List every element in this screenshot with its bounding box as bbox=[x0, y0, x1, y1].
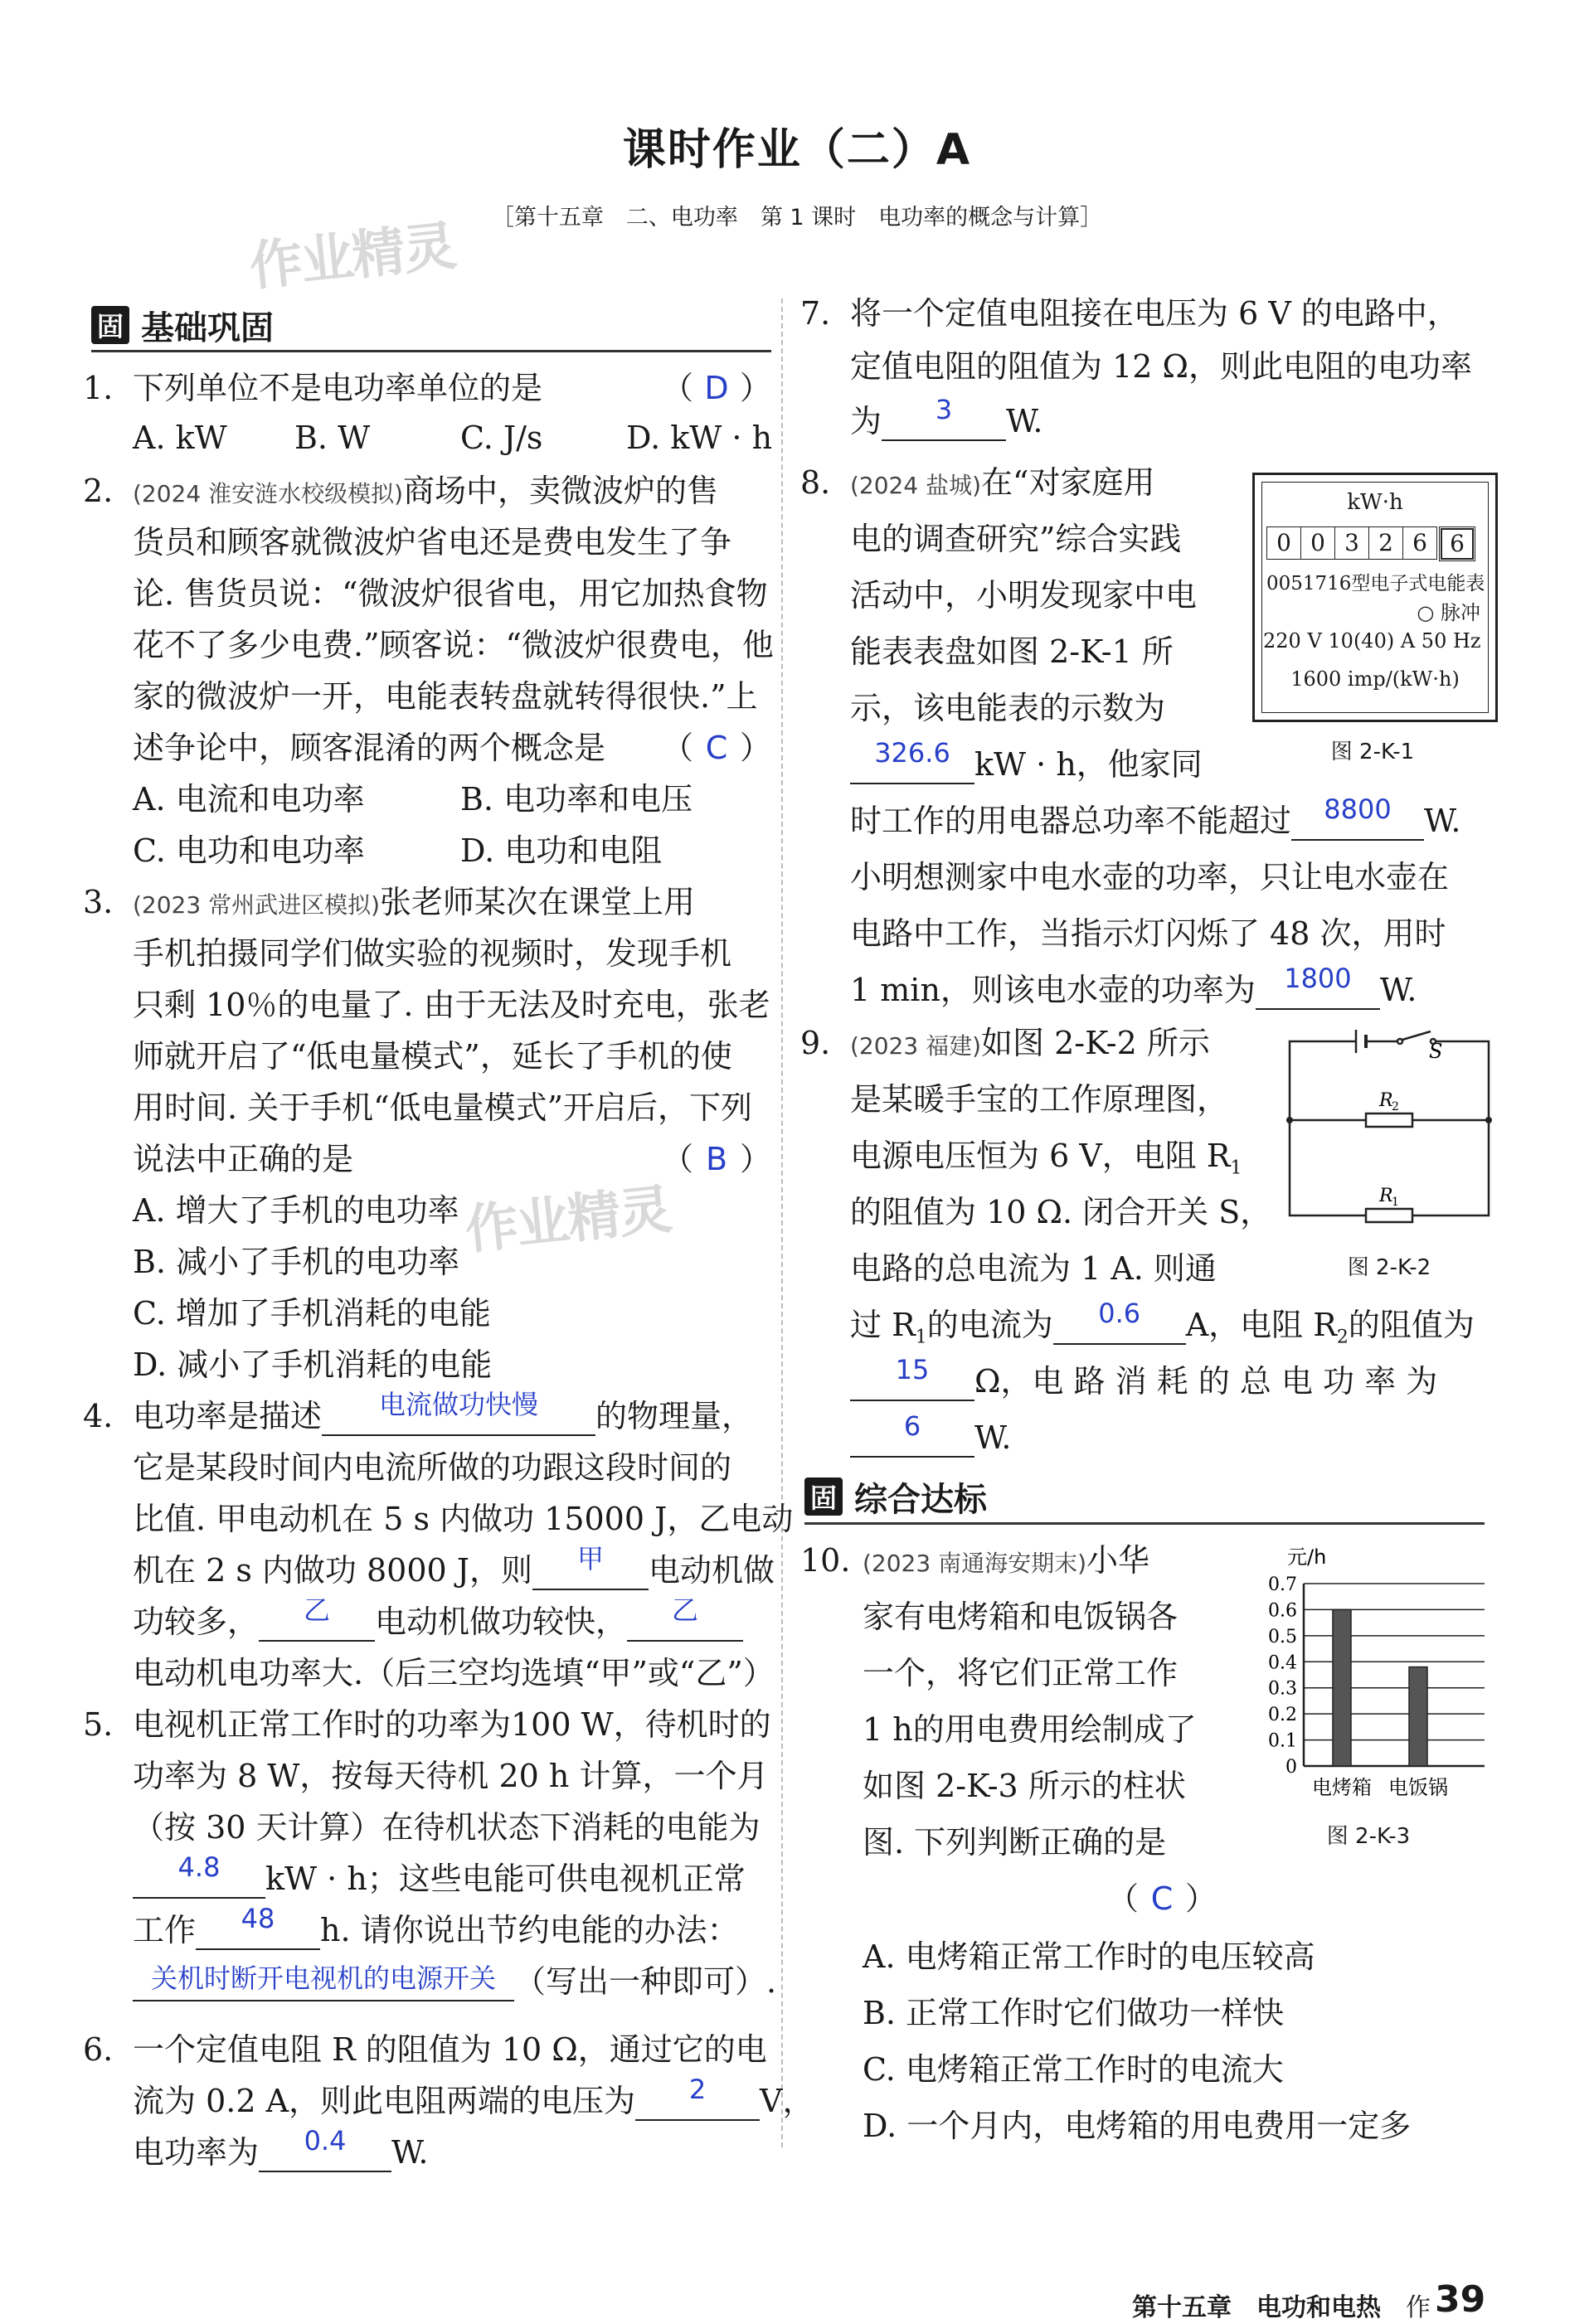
section-label: 基础巩固 bbox=[141, 308, 274, 347]
question-line: 图. 下列判断正确的是 bbox=[863, 1824, 1167, 1861]
question-line: 电功率是描述 电流做功快慢 的物理量， bbox=[133, 1398, 753, 1436]
fill-blank bbox=[259, 1594, 375, 1642]
answer: 15 bbox=[895, 1354, 930, 1385]
section-comprehensive bbox=[804, 1472, 987, 1521]
figure-caption: 图 2-K-2 bbox=[1347, 1255, 1431, 1280]
answer: 48 bbox=[241, 1903, 275, 1934]
question-line: 4.8 kW · h；这些电能可供电视机正常 bbox=[133, 1861, 746, 1899]
footer-label: 作 bbox=[1406, 2293, 1431, 2322]
question-line: 为 3 W. bbox=[850, 403, 1043, 441]
chart-category-label: 电烤箱 bbox=[1312, 1776, 1372, 1799]
question-number: 10. bbox=[800, 1542, 851, 1579]
question-line: 流为 0.2 A，则此电阻两端的电压为 2 V， bbox=[133, 2083, 814, 2121]
meter-digit: 6 bbox=[1403, 526, 1437, 560]
answer: 乙 bbox=[304, 1594, 331, 1626]
question-line: 电路的总电流为 1 A. 则通 bbox=[850, 1250, 1217, 1287]
option-b: B. 减小了手机的电功率 bbox=[133, 1244, 460, 1280]
answer: 关机时断开电视机的电源开关 bbox=[150, 1963, 496, 1994]
option-c: C. 增加了手机消耗的电能 bbox=[133, 1295, 491, 1332]
answer: B bbox=[705, 1141, 728, 1177]
option-c: C. 电功和电功率 bbox=[133, 832, 365, 869]
page-title: 课时作业（二）A bbox=[622, 125, 972, 175]
meter-digit: 0 bbox=[1301, 526, 1335, 560]
answer: 2 bbox=[688, 2074, 707, 2105]
fill-blank bbox=[635, 2074, 760, 2121]
fill-blank bbox=[259, 2125, 391, 2172]
answer: 甲 bbox=[577, 1543, 605, 1574]
question-line: 小明想测家中电水壶的功率，只让电水壶在 bbox=[850, 859, 1450, 895]
chart-category-label: 电饭锅 bbox=[1388, 1776, 1448, 1799]
page-number: 39 bbox=[1435, 2278, 1486, 2321]
section-badge: 固 bbox=[804, 1477, 843, 1516]
question-line: (2023 福建)如图 2-K-2 所示 bbox=[850, 1025, 1210, 1061]
question-line: 功率为 8 W，按每天待机 20 h 计算，一个月 bbox=[133, 1758, 769, 1794]
section-rule bbox=[804, 1522, 1485, 1525]
question-line: 用时间. 关于手机“低电量模式”开启后，下列 bbox=[133, 1089, 753, 1126]
circuit-diagram bbox=[1281, 1025, 1497, 1232]
option-a: A. 增大了手机的电功率 bbox=[133, 1192, 459, 1229]
fill-blank bbox=[850, 1354, 974, 1401]
question-line: (2023 南通海安期末)小华 bbox=[863, 1542, 1150, 1579]
watermark: 作业精灵 bbox=[462, 1179, 673, 1262]
question-line: 电动机电功率大.（后三空均选填“甲”或“乙”） bbox=[133, 1655, 775, 1691]
chart-y-tick: 0.6 bbox=[1268, 1600, 1297, 1622]
question-line: 1 h的用电费用绘制成了 bbox=[863, 1711, 1197, 1748]
switch-label: S bbox=[1429, 1040, 1443, 1063]
answer: 电流做功快慢 bbox=[379, 1389, 539, 1420]
question-number: 2. bbox=[83, 473, 114, 509]
answer-paren: （ C ） bbox=[1107, 1880, 1217, 1917]
option-a: A. 电烤箱正常工作时的电压较高 bbox=[863, 1938, 1315, 1975]
option-d: D. 电功和电阻 bbox=[460, 832, 663, 869]
question-source: (2024 淮安涟水校级模拟) bbox=[133, 480, 404, 507]
question-line: 电路中工作，当指示灯闪烁了 48 次，用时 bbox=[850, 915, 1446, 952]
question-line: 关机时断开电视机的电源开关 （写出一种即可）. bbox=[133, 1963, 776, 2001]
fill-blank bbox=[532, 1543, 649, 1590]
question-source: (2023 常州武进区模拟) bbox=[133, 891, 381, 919]
section-badge: 固 bbox=[91, 306, 129, 344]
fill-blank bbox=[133, 1851, 265, 1899]
chart-bar bbox=[1333, 1609, 1351, 1766]
answer: 乙 bbox=[672, 1594, 699, 1626]
question-line: 功较多， 乙 电动机做功较快， 乙 bbox=[133, 1604, 743, 1642]
section-rule bbox=[91, 350, 771, 352]
fill-blank bbox=[627, 1594, 743, 1642]
option-b: B. 电功率和电压 bbox=[460, 781, 693, 818]
question-line: 一个定值电阻 R 的阻值为 10 Ω，通过它的电 bbox=[133, 2031, 767, 2068]
meter-unit: kW·h bbox=[1347, 490, 1403, 515]
question-source: (2023 南通海安期末) bbox=[863, 1550, 1087, 1577]
figure-caption: 图 2-K-3 bbox=[1326, 1824, 1411, 1849]
question-number: 4. bbox=[83, 1398, 114, 1434]
question-line: 电源电压恒为 6 V，电阻 $R_1$ bbox=[850, 1138, 1242, 1179]
answer: 0.6 bbox=[1098, 1298, 1141, 1329]
resistor-r1 bbox=[1366, 1209, 1412, 1222]
switch-contact bbox=[1397, 1039, 1402, 1044]
question-line: (2024 盐城)在“对家庭用 bbox=[850, 464, 1155, 501]
answer: C bbox=[705, 730, 728, 766]
question-line: 它是某段时间内电流所做的功跟这段时间的 bbox=[133, 1449, 732, 1486]
question-line: 定值电阻的阻值为 12 Ω，则此电阻的电功率 bbox=[850, 348, 1473, 385]
chart-y-tick: 0.5 bbox=[1268, 1626, 1297, 1647]
answer-paren: （ C ） bbox=[661, 730, 771, 766]
question-line: 机在 2 s 内做功 8000 J，则 甲 电动机做 bbox=[133, 1552, 775, 1590]
question-line: 326.6 kW · h，他家同 bbox=[850, 746, 1203, 784]
chart-y-tick: 0.4 bbox=[1268, 1652, 1297, 1674]
r1-label: R bbox=[1379, 1186, 1393, 1206]
question-line: 将一个定值电阻接在电压为 6 V 的电路中， bbox=[850, 295, 1459, 332]
question-line: (2024 淮安涟水校级模拟)商场中，卖微波炉的售 bbox=[133, 473, 719, 509]
question-line: 示，该电能表的示数为 bbox=[850, 690, 1166, 726]
question-line: 货员和顾客就微波炉省电还是费电发生了争 bbox=[133, 524, 732, 560]
meter-digit: 2 bbox=[1369, 526, 1403, 560]
chart-y-label: 元/h bbox=[1287, 1545, 1327, 1569]
meter-model: 0051716型电子式电能表 bbox=[1266, 573, 1485, 594]
answer: 4.8 bbox=[177, 1851, 221, 1883]
question-number: 6. bbox=[83, 2031, 114, 2068]
fill-blank bbox=[1291, 793, 1424, 841]
meter-digits bbox=[1266, 526, 1474, 560]
answer: 6 bbox=[903, 1410, 921, 1442]
chart-bar bbox=[1409, 1667, 1427, 1766]
fill-blank bbox=[850, 1410, 974, 1458]
option-d: D. 减小了手机消耗的电能 bbox=[133, 1346, 493, 1383]
bar-chart bbox=[1244, 1542, 1493, 1816]
question-line: 15 Ω，电 路 消 耗 的 总 电 功 率 为 bbox=[850, 1363, 1437, 1401]
question-line: 的阻值为 10 Ω. 闭合开关 S， bbox=[850, 1194, 1272, 1230]
answer: 3 bbox=[935, 394, 953, 425]
column-divider bbox=[781, 298, 783, 2147]
r2-label-sub: 2 bbox=[1392, 1100, 1399, 1113]
question-source: (2023 福建) bbox=[850, 1032, 982, 1060]
page-subtitle: ［第十五章 二、电功率 第 1 课时 电功率的概念与计算］ bbox=[491, 205, 1103, 230]
answer: 1800 bbox=[1284, 963, 1352, 994]
fill-blank bbox=[133, 1963, 514, 2001]
question-text: 下列单位不是电功率单位的是 bbox=[133, 370, 543, 406]
option-a: A. kW bbox=[133, 420, 227, 456]
option-c: C. J/s bbox=[460, 420, 543, 456]
question-line: 一个，将它们正常工作 bbox=[863, 1655, 1178, 1691]
section-label: 综合达标 bbox=[854, 1480, 987, 1519]
chart-y-tick: 0.3 bbox=[1268, 1678, 1297, 1700]
question-line: 工作 48 h. 请你说出节约电能的办法： bbox=[133, 1912, 739, 1950]
answer-paren: （ B ） bbox=[661, 1141, 771, 1177]
meter-pulse: ○ 脉冲 bbox=[1417, 601, 1480, 624]
fill-blank bbox=[322, 1389, 595, 1436]
question-line: 家有电烤箱和电饭锅各 bbox=[863, 1599, 1178, 1635]
question-line: 家的微波炉一开，电能表转盘就转得很快.”上 bbox=[133, 678, 758, 715]
question-line: 1 min，则该电水壶的功率为 1800 W. bbox=[850, 972, 1417, 1010]
question-line: 说法中正确的是 bbox=[133, 1141, 354, 1177]
fill-blank bbox=[1053, 1298, 1186, 1345]
meter-digit: 3 bbox=[1335, 526, 1369, 560]
question-line: 电视机正常工作时的功率为100 W，待机时的 bbox=[133, 1706, 771, 1743]
question-number: 1. bbox=[83, 370, 114, 406]
fill-blank bbox=[1256, 963, 1380, 1010]
question-line: 比值. 甲电动机在 5 s 内做功 15000 J，乙电动 bbox=[133, 1501, 794, 1537]
question-source: (2024 盐城) bbox=[850, 472, 982, 499]
meter-rating: 220 V 10(40) A 50 Hz bbox=[1263, 629, 1481, 653]
fill-blank bbox=[850, 737, 974, 784]
question-line: 能表表盘如图 2-K-1 所 bbox=[850, 633, 1174, 670]
answer: 8800 bbox=[1324, 793, 1392, 825]
option-b: B. 正常工作时它们做功一样快 bbox=[863, 1995, 1285, 2031]
meter-constant: 1600 imp/(kW·h) bbox=[1290, 667, 1460, 691]
fill-blank bbox=[196, 1903, 320, 1950]
question-line: 过 $R_1$的电流为 0.6 A，电阻 $R_2$的阻值为 bbox=[850, 1307, 1475, 1356]
answer-paren: （ D ） bbox=[661, 370, 771, 406]
footer-chapter: 第十五章 电功和电热 bbox=[1132, 2293, 1381, 2322]
option-d: D. 一个月内，电烤箱的用电费用一定多 bbox=[863, 2108, 1412, 2144]
junction-dot bbox=[1485, 1117, 1492, 1123]
chart-y-tick: 0.7 bbox=[1268, 1574, 1297, 1595]
figure-caption: 图 2-K-1 bbox=[1330, 740, 1415, 764]
question-line: 述争论中，顾客混淆的两个概念是 bbox=[133, 730, 606, 766]
section-basic bbox=[91, 300, 274, 350]
answer: 326.6 bbox=[874, 737, 950, 769]
question-line: 活动中，小明发现家中电 bbox=[850, 577, 1198, 614]
option-b: B. W bbox=[294, 420, 371, 456]
question-line: 6 W. bbox=[850, 1419, 1012, 1458]
question-line: （按 30 天计算）在待机状态下消耗的电能为 bbox=[133, 1809, 761, 1846]
question-line: (2023 常州武进区模拟)张老师某次在课堂上用 bbox=[133, 884, 696, 920]
option-d: D. kW · h bbox=[626, 420, 773, 456]
fill-blank bbox=[882, 394, 1006, 441]
question-line: 师就开启了“低电量模式”，延长了手机的使 bbox=[133, 1038, 732, 1075]
question-line: 手机拍摄同学们做实验的视频时，发现手机 bbox=[133, 935, 732, 972]
question-line: 花不了多少电费.”顾客说：“微波炉很费电，他 bbox=[133, 627, 774, 663]
question-line: 电的调查研究”综合实践 bbox=[850, 521, 1182, 557]
question-line: 时工作的用电器总功率不能超过 8800 W. bbox=[850, 803, 1461, 841]
resistor-r2 bbox=[1366, 1113, 1412, 1127]
question-number: 3. bbox=[83, 884, 114, 920]
answer: D bbox=[704, 370, 729, 406]
meter-digit-decimal: 6 bbox=[1441, 528, 1474, 560]
question-number: 7. bbox=[800, 295, 831, 332]
r2-label: R bbox=[1379, 1090, 1393, 1111]
question-line: 只剩 10％的电量了. 由于无法及时充电，张老 bbox=[133, 987, 770, 1023]
option-c: C. 电烤箱正常工作时的电流大 bbox=[863, 2051, 1284, 2088]
question-line: 如图 2-K-3 所示的柱状 bbox=[863, 1768, 1186, 1804]
electricity-meter bbox=[1252, 473, 1498, 722]
question-number: 5. bbox=[83, 1706, 114, 1743]
r1-label-sub: 1 bbox=[1392, 1196, 1399, 1209]
chart-y-tick: 0 bbox=[1285, 1757, 1297, 1778]
junction-dot bbox=[1286, 1117, 1293, 1123]
option-a: A. 电流和电功率 bbox=[133, 781, 365, 818]
meter-digit: 0 bbox=[1266, 526, 1301, 560]
switch-lever bbox=[1402, 1031, 1431, 1040]
answer: 0.4 bbox=[304, 2125, 347, 2157]
question-number: 8. bbox=[800, 464, 831, 501]
question-line: 论. 售货员说：“微波炉很省电，用它加热食物 bbox=[133, 575, 768, 612]
question-line: 是某暖手宝的工作原理图， bbox=[850, 1081, 1229, 1118]
chart-y-tick: 0.2 bbox=[1268, 1705, 1297, 1726]
watermark: 作业精灵 bbox=[246, 216, 458, 298]
question-line: 电功率为 0.4 W. bbox=[133, 2134, 429, 2172]
chart-y-tick: 0.1 bbox=[1268, 1730, 1297, 1752]
question-number: 9. bbox=[800, 1025, 831, 1061]
answer: C bbox=[1150, 1880, 1174, 1917]
